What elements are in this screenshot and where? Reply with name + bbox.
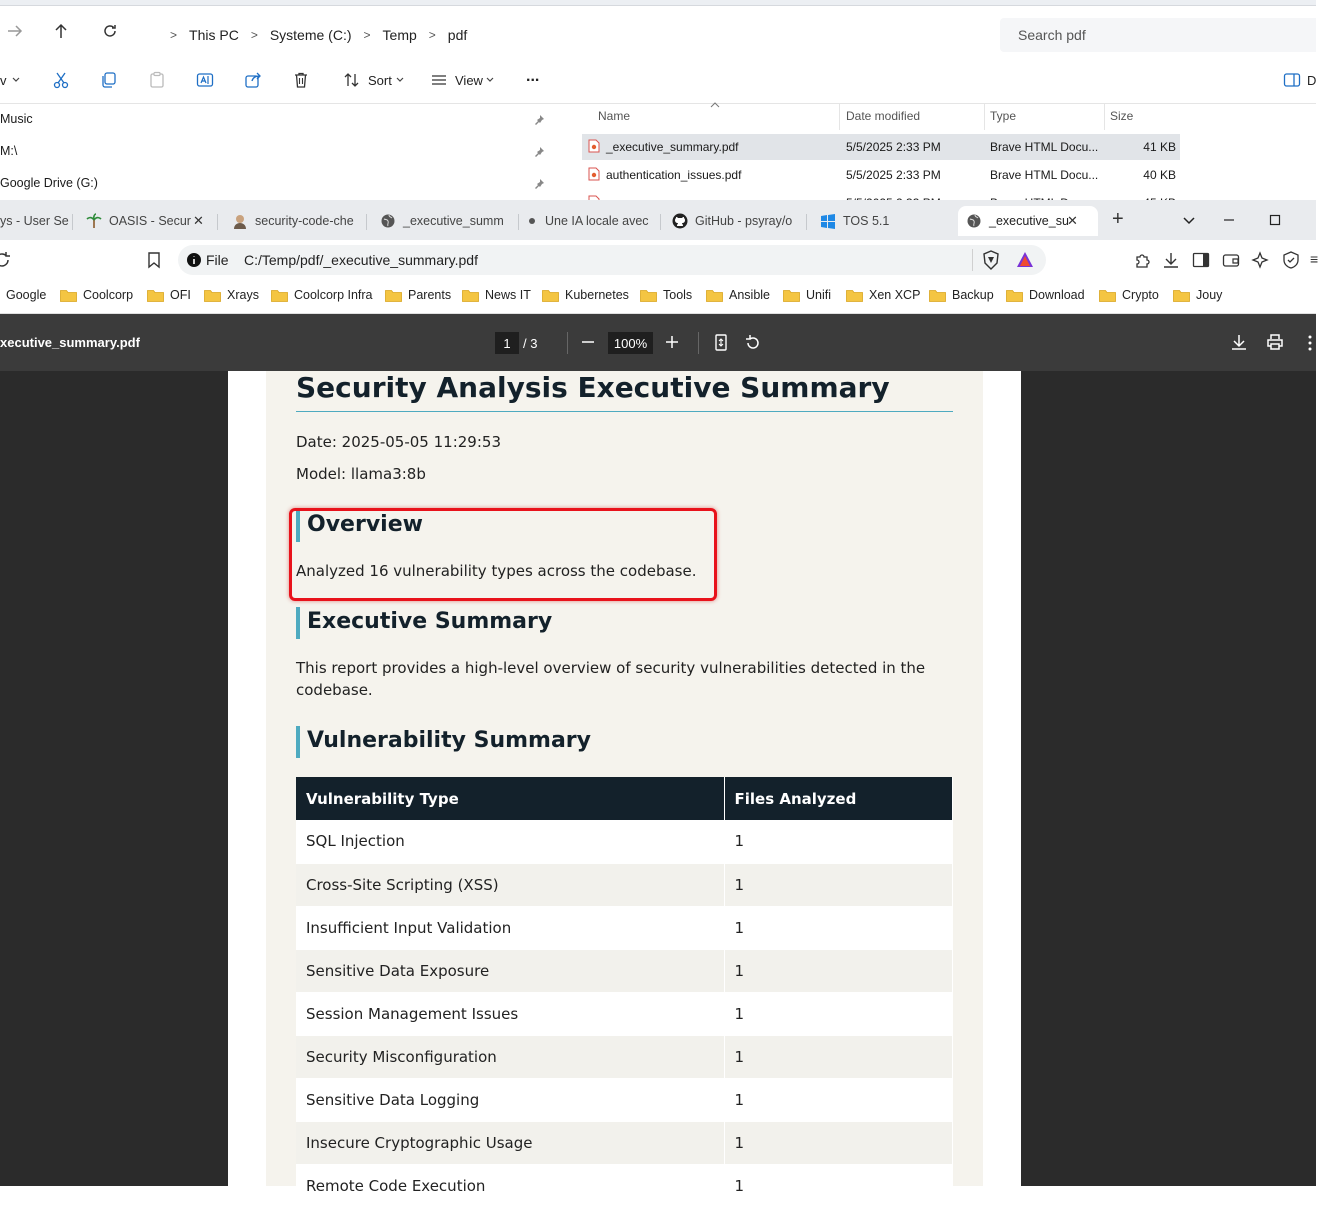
fit-page-icon[interactable]: [714, 334, 728, 352]
vulnerability-summary-heading: Vulnerability Summary: [296, 726, 591, 758]
bookmark-label: Backup: [952, 288, 994, 302]
tab-ia-locale[interactable]: [528, 206, 652, 236]
document-title: Security Analysis Executive Summary: [296, 371, 890, 404]
brave-shields-icon[interactable]: [982, 250, 1000, 270]
page-number-input[interactable]: 1: [495, 332, 519, 354]
bookmark-folder[interactable]: [846, 288, 920, 302]
table-header-row: [296, 777, 953, 820]
bookmark-label: News IT: [485, 288, 531, 302]
file-row[interactable]: [582, 162, 1180, 188]
address-bar[interactable]: [140, 18, 990, 52]
column-header-type[interactable]: Type: [990, 109, 1017, 123]
tab-divider: [72, 214, 73, 230]
bookmark-folder[interactable]: [204, 288, 259, 302]
table-cell: 1: [724, 1121, 953, 1164]
table-cell: 1: [724, 1035, 953, 1078]
search-input[interactable]: Search pdf: [1000, 18, 1316, 52]
folder-icon: [60, 289, 77, 302]
url-text[interactable]: C:/Temp/pdf/_executive_summary.pdf: [244, 252, 478, 268]
toolbar-divider: [567, 332, 568, 354]
breadcrumb-drive[interactable]: Systeme (C:): [269, 27, 352, 43]
table-cell: Session Management Issues: [296, 992, 724, 1035]
tab-github[interactable]: [672, 206, 798, 236]
url-bar[interactable]: [178, 245, 1046, 275]
view-icon[interactable]: [430, 71, 448, 89]
tab-security-code-checker[interactable]: [232, 206, 360, 236]
bookmark-folder[interactable]: [271, 288, 373, 302]
folder-icon: [783, 289, 800, 302]
rotate-icon[interactable]: [744, 334, 762, 352]
nav-item-google-drive[interactable]: Google Drive (G:): [0, 176, 98, 190]
table-row: [296, 1164, 953, 1207]
table-row: [296, 863, 953, 906]
folder-icon: [846, 289, 863, 302]
document-date: Date: 2025-05-05 11:29:53: [296, 433, 501, 451]
table-cell: Sensitive Data Logging: [296, 1078, 724, 1121]
close-icon[interactable]: ✕: [193, 213, 204, 228]
tab-divider: [806, 214, 807, 230]
more-options-button[interactable]: ...: [526, 68, 540, 85]
toolbar-divider: [698, 332, 699, 354]
bookmark-label: Unifi: [806, 288, 832, 302]
table-cell: Cross-Site Scripting (XSS): [296, 863, 724, 906]
details-button-clipped[interactable]: D: [1307, 73, 1317, 88]
tab-divider: [217, 214, 218, 230]
file-explorer-window: [0, 0, 1316, 202]
sort-arrow-icon: [710, 102, 720, 108]
leo-ai-icon[interactable]: [1252, 251, 1270, 269]
tab-title: security-code-che: [255, 214, 354, 228]
pin-icon: [533, 146, 545, 158]
overview-heading: Overview: [296, 510, 423, 542]
tab-title: TOS 5.1: [843, 214, 890, 228]
bookmark-label: Xen XCP: [869, 288, 921, 302]
breadcrumb-this-pc[interactable]: This PC: [189, 27, 239, 43]
zoom-in-icon[interactable]: [665, 335, 679, 349]
tab-title: ys - User Se: [0, 214, 69, 228]
globe-icon: [966, 213, 982, 229]
bookmark-folder[interactable]: [147, 288, 191, 302]
delete-icon[interactable]: [292, 71, 310, 89]
paste-icon[interactable]: [148, 71, 166, 89]
pdf-more-icon[interactable]: [1306, 334, 1314, 352]
tab-divider: [518, 214, 519, 230]
rename-icon[interactable]: [196, 71, 214, 89]
nav-item-music[interactable]: Music: [0, 112, 33, 126]
bookmark-folder[interactable]: [706, 288, 770, 302]
table-row: [296, 1078, 953, 1121]
bookmark-google[interactable]: [6, 288, 46, 302]
file-type: Brave HTML Docu...: [990, 140, 1099, 154]
bookmark-folder[interactable]: [542, 288, 629, 302]
file-size: 41 KB: [1143, 140, 1176, 154]
column-header-size[interactable]: Size: [1110, 109, 1134, 123]
url-divider: [972, 249, 973, 271]
folder-icon: [1099, 289, 1116, 302]
zoom-out-icon[interactable]: [581, 335, 595, 349]
share-icon[interactable]: [244, 71, 262, 89]
explorer-address-row: [0, 6, 1316, 56]
forward-icon[interactable]: [6, 22, 24, 40]
url-scheme-label: File: [206, 252, 229, 268]
table-cell: SQL Injection: [296, 820, 724, 863]
browser-toolbar: [0, 240, 1316, 280]
chevron-down-icon: [396, 77, 404, 95]
info-icon[interactable]: [186, 252, 202, 268]
tab-divider: [366, 214, 367, 230]
table-header-files: Files Analyzed: [724, 777, 953, 820]
chevron-right-icon: >: [170, 28, 178, 42]
navigation-pane: [0, 104, 560, 202]
globe-icon: [380, 213, 396, 229]
tab-search-chevron-icon[interactable]: [1181, 212, 1197, 228]
pdf-download-icon[interactable]: [1230, 333, 1248, 351]
document-model: Model: llama3:8b: [296, 465, 426, 483]
download-icon[interactable]: [1162, 251, 1180, 269]
windows-logo-icon: [820, 213, 836, 229]
table-row: [296, 906, 953, 949]
file-row[interactable]: [582, 134, 1180, 160]
cut-icon[interactable]: [52, 71, 70, 89]
file-type: Brave HTML Docu...: [990, 168, 1099, 182]
folder-icon: [271, 289, 288, 302]
pdf-file-icon: [588, 139, 600, 153]
bookmarks-bar: [0, 280, 1316, 314]
sort-icon[interactable]: [343, 71, 361, 89]
column-header-date[interactable]: Date modified: [846, 109, 921, 123]
refresh-icon[interactable]: [101, 22, 119, 40]
table-cell: Insufficient Input Validation: [296, 906, 724, 949]
bookmark-folder[interactable]: [1099, 288, 1159, 302]
column-divider: [1104, 104, 1105, 130]
executive-summary-text: This report provides a high-level overview of security vulnerabilities detected in the codebase.: [296, 659, 926, 699]
file-date: 5/5/2025 2:33 PM: [846, 140, 941, 154]
chevron-right-icon: >: [428, 28, 436, 42]
copy-icon[interactable]: [100, 71, 118, 89]
bookmark-folder[interactable]: [783, 288, 831, 302]
chevron-right-icon: >: [250, 28, 258, 42]
tab-title: _executive_su: [989, 214, 1069, 228]
file-list: [582, 104, 1316, 202]
bookmark-folder[interactable]: [1173, 288, 1222, 302]
table-cell: 1: [724, 992, 953, 1035]
breadcrumb-pdf[interactable]: pdf: [447, 27, 468, 43]
tab-title: Une IA locale avec: [545, 214, 649, 228]
title-underline: [296, 411, 953, 412]
file-name: _executive_summary.pdf: [606, 140, 739, 154]
column-divider: [839, 104, 840, 130]
tab-tos[interactable]: [820, 206, 930, 236]
table-cell: 1: [724, 820, 953, 863]
bookmark-label: Google: [6, 288, 47, 302]
table-cell: Remote Code Execution: [296, 1164, 724, 1207]
table-header-type: Vulnerability Type: [296, 777, 724, 820]
table-row: [296, 949, 953, 992]
tab-strip: [0, 200, 1316, 240]
github-icon: [672, 213, 688, 229]
bookmark-folder[interactable]: [929, 288, 994, 302]
pdf-page: [228, 371, 1021, 1195]
file-size: 40 KB: [1143, 168, 1176, 182]
zoom-level-input[interactable]: 100%: [608, 332, 653, 354]
tab-user-se[interactable]: [0, 206, 69, 236]
details-pane-icon[interactable]: [1283, 71, 1301, 89]
sidebar-toggle-icon[interactable]: [1192, 251, 1210, 269]
palm-tree-icon: [86, 213, 102, 229]
pin-icon: [533, 114, 545, 126]
overview-text: Analyzed 16 vulnerability types across the codebase.: [296, 562, 697, 580]
up-icon[interactable]: [52, 22, 70, 40]
table-cell: Sensitive Data Exposure: [296, 949, 724, 992]
new-tab-button[interactable]: +: [1112, 208, 1124, 230]
bookmark-label: Kubernetes: [565, 288, 629, 302]
bookmark-folder[interactable]: [462, 288, 531, 302]
folder-icon: [1173, 289, 1190, 302]
table-cell: Insecure Cryptographic Usage: [296, 1121, 724, 1164]
bookmark-folder[interactable]: [640, 288, 692, 302]
folder-icon: [462, 289, 479, 302]
document-content: [266, 371, 983, 1195]
bookmark-label: Coolcorp Infra: [294, 288, 373, 302]
chevron-down-icon: [486, 77, 494, 95]
column-divider: [984, 104, 985, 130]
bookmark-label: Tools: [663, 288, 693, 302]
table-row: [296, 992, 953, 1035]
brave-rewards-icon[interactable]: [1016, 251, 1034, 269]
tab-oasis[interactable]: [86, 206, 212, 236]
pdf-file-icon: [588, 167, 600, 181]
tab-executive-summary-1[interactable]: [380, 206, 514, 236]
bookmark-label: Jouy: [1196, 288, 1223, 302]
table-cell: Security Misconfiguration: [296, 1035, 724, 1078]
view-button[interactable]: View: [455, 73, 483, 88]
table-cell: 1: [724, 1164, 953, 1207]
bookmark-folder[interactable]: [385, 288, 451, 302]
bookmark-label: OFI: [170, 288, 191, 302]
folder-icon: [929, 289, 946, 302]
pin-icon: [533, 178, 545, 190]
table-row: [296, 820, 953, 863]
tab-title: OASIS - Secur: [109, 214, 191, 228]
chevron-right-icon: >: [363, 28, 371, 42]
sort-button[interactable]: Sort: [368, 73, 392, 88]
folder-icon: [706, 289, 723, 302]
table-cell: 1: [724, 863, 953, 906]
table-cell: 1: [724, 1078, 953, 1121]
bookmark-label: Xrays: [227, 288, 259, 302]
print-icon[interactable]: [1266, 333, 1284, 351]
nav-item-m-drive[interactable]: M:\: [0, 144, 18, 158]
chevron-down-icon: [12, 77, 20, 95]
bookmark-folder[interactable]: [60, 288, 133, 302]
tab-title: _executive_summ: [403, 214, 504, 228]
page-total: / 3: [523, 336, 538, 351]
table-row: [296, 1121, 953, 1164]
bookmark-label: Coolcorp: [83, 288, 134, 302]
bookmark-label: Ansible: [729, 288, 770, 302]
folder-icon: [542, 289, 559, 302]
executive-summary-heading: Executive Summary: [296, 607, 552, 639]
vulnerability-table: [296, 777, 953, 1208]
avatar-favicon-icon: [232, 213, 248, 229]
file-date: 5/5/2025 2:33 PM: [846, 168, 941, 182]
column-header-name[interactable]: Name: [598, 109, 631, 123]
menu-icon[interactable]: ≡: [1310, 251, 1318, 267]
wallet-icon[interactable]: [1222, 251, 1240, 269]
table-cell: 1: [724, 949, 953, 992]
table-cell: 1: [724, 906, 953, 949]
tab-title: GitHub - psyray/o: [695, 214, 793, 228]
bookmark-folder[interactable]: [1006, 288, 1085, 302]
extensions-icon[interactable]: [1134, 251, 1152, 269]
command-bar: [0, 58, 1316, 104]
maximize-icon[interactable]: [1267, 212, 1283, 228]
reload-icon[interactable]: [0, 251, 12, 269]
bookmark-label: Crypto: [1122, 288, 1159, 302]
close-icon[interactable]: ✕: [1067, 213, 1078, 228]
bookmark-icon[interactable]: [146, 251, 162, 269]
folder-icon: [640, 289, 657, 302]
file-name: authentication_issues.pdf: [606, 168, 742, 182]
folder-icon: [385, 289, 402, 302]
pdf-filename: xecutive_summary.pdf: [0, 335, 140, 350]
new-dropdown-clipped[interactable]: v: [0, 73, 7, 88]
pdf-toolbar: [0, 314, 1316, 371]
minimize-icon[interactable]: [1221, 212, 1237, 228]
dot-icon: [528, 213, 538, 229]
folder-icon: [1006, 289, 1023, 302]
tab-executive-summary-active[interactable]: [958, 206, 1098, 236]
tab-divider: [660, 214, 661, 230]
folder-icon: [147, 289, 164, 302]
folder-icon: [204, 289, 221, 302]
vpn-shield-icon[interactable]: [1282, 251, 1300, 269]
table-row: [296, 1035, 953, 1078]
bookmark-label: Parents: [408, 288, 452, 302]
breadcrumb-temp[interactable]: Temp: [382, 27, 417, 43]
bookmark-label: Download: [1029, 288, 1085, 302]
